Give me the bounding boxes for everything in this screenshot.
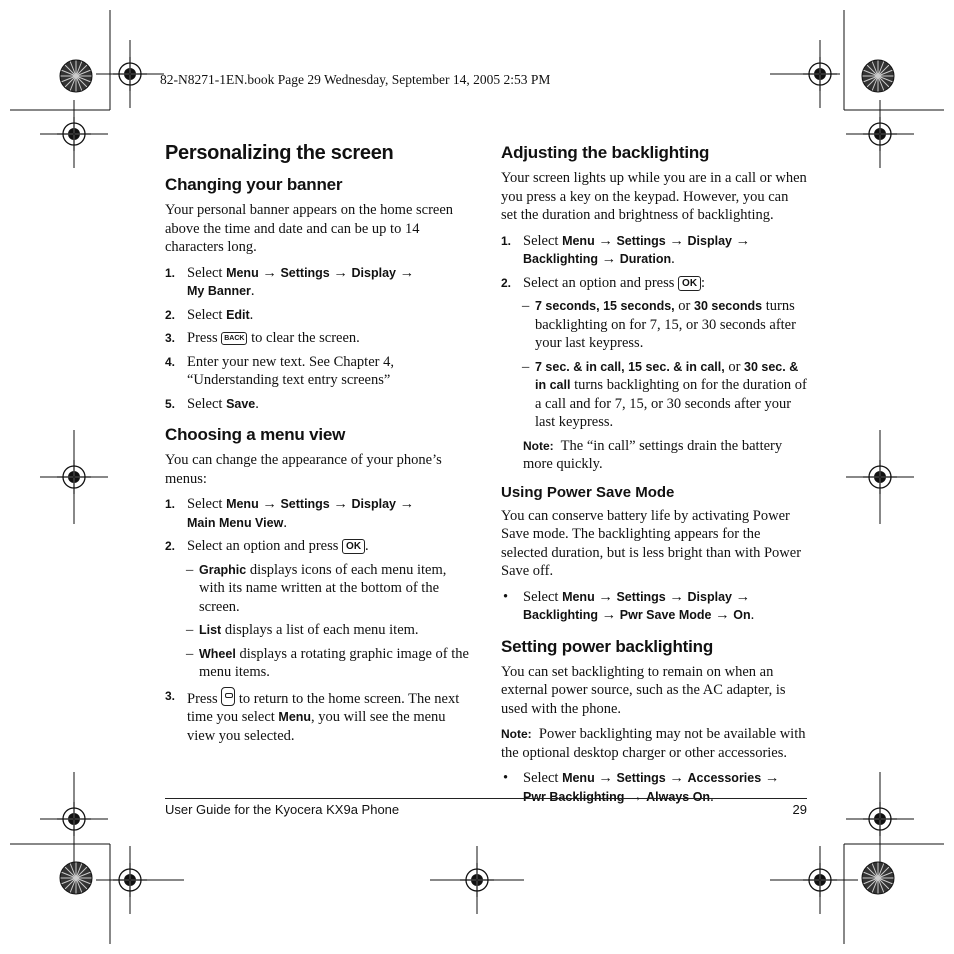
- menu-view-step-2: 2. Select an option and press OK .: [165, 538, 369, 554]
- footer-title: User Guide for the Kyocera KX9a Phone: [165, 802, 400, 817]
- power-backlighting-intro: You can set backlighting to remain on when an external power source, such as the AC adapter, is used with the phone.: [501, 663, 786, 717]
- backlighting-option-seconds: – 7 seconds, 15 seconds, or 30 seconds turns backlighting on for 7, 15, or 30 seconds after your last keypress.: [522, 298, 796, 351]
- banner-step-1: 1. Select Menu → Settings → Display → My Banner.: [165, 264, 415, 299]
- left-column: [165, 142, 470, 750]
- backlighting-option-in-call: – 7 sec. & in call, 15 sec. & in call, or 30 sec. & in call turns backlighting on for the duration of a call and for 7, 15, or 30 seconds after your last keypress.: [522, 358, 807, 430]
- print-header: 82-N8271-1EN.book Page 29 Wednesday, September 14, 2005 2:53 PM: [160, 72, 551, 87]
- menu-view-intro: You can change the appearance of your phone’s menus:: [165, 452, 442, 487]
- power-backlighting-step: • Select Menu → Settings → Accessories → Pwr Backlighting → Always On.: [503, 770, 780, 805]
- page-number: 29: [792, 802, 807, 817]
- page-footer: [165, 798, 807, 817]
- section-heading-banner: Changing your banner: [165, 175, 343, 194]
- power-save-intro: You can conserve battery life by activating Power Save mode. The backlighting appears for the selected duration, but is less bright than with Power Save off.: [501, 507, 802, 579]
- banner-step-3: 3. Press BACK to clear the screen.: [165, 330, 360, 346]
- ok-key-icon: OK: [678, 276, 701, 291]
- menu-view-step-3: 3. Press to return to the home screen. The next time you select Menu, you will see the menu view you selected.: [165, 688, 460, 744]
- banner-step-2: 2. Select Edit.: [165, 306, 254, 323]
- section-heading-menu-view: Choosing a menu view: [165, 425, 346, 444]
- backlighting-step-2: 2. Select an option and press OK :: [501, 274, 706, 291]
- backlighting-note: Note: The “in call” settings drain the battery more quickly.: [523, 437, 783, 472]
- banner-step-5: 5. Select Save.: [165, 395, 259, 412]
- ok-key-icon: OK: [342, 539, 365, 554]
- banner-step-4: 4. Enter your new text. See Chapter 4, “Understanding text entry screens”: [165, 353, 394, 388]
- backlighting-intro: Your screen lights up while you are in a call or when you press a key on the keypad. However, you can set the duration and brightness of backlighting.: [501, 170, 807, 223]
- banner-intro: Your personal banner appears on the home screen above the time and date and can be up to 14 characters long.: [165, 202, 454, 255]
- right-column: [501, 142, 807, 812]
- section-heading-power-save: Using Power Save Mode: [501, 483, 675, 501]
- menu-view-step-1: 1. Select Menu → Settings → Display → Main Menu View.: [165, 496, 415, 531]
- menu-view-option-graphic: – Graphic displays icons of each menu item, with its name written at the bottom of the screen.: [186, 561, 447, 615]
- power-save-step: • Select Menu → Settings → Display → Backlighting → Pwr Save Mode → On.: [503, 588, 755, 623]
- back-key-icon: BACK: [221, 332, 247, 345]
- section-heading-backlighting: Adjusting the backlighting: [501, 143, 710, 162]
- backlighting-step-1: 1. Select Menu → Settings → Display → Backlighting → Duration.: [501, 232, 751, 267]
- section-heading-power-backlighting: Setting power backlighting: [501, 636, 714, 656]
- end-key-icon: [221, 687, 235, 706]
- menu-view-option-wheel: – Wheel displays a rotating graphic image of the menu items.: [186, 645, 469, 680]
- power-backlighting-note: Note: Power backlighting may not be available with the optional desktop charger or other accessories.: [501, 726, 806, 761]
- menu-view-option-list: – List displays a list of each menu item.: [186, 622, 419, 638]
- page-title: Personalizing the screen: [165, 142, 394, 164]
